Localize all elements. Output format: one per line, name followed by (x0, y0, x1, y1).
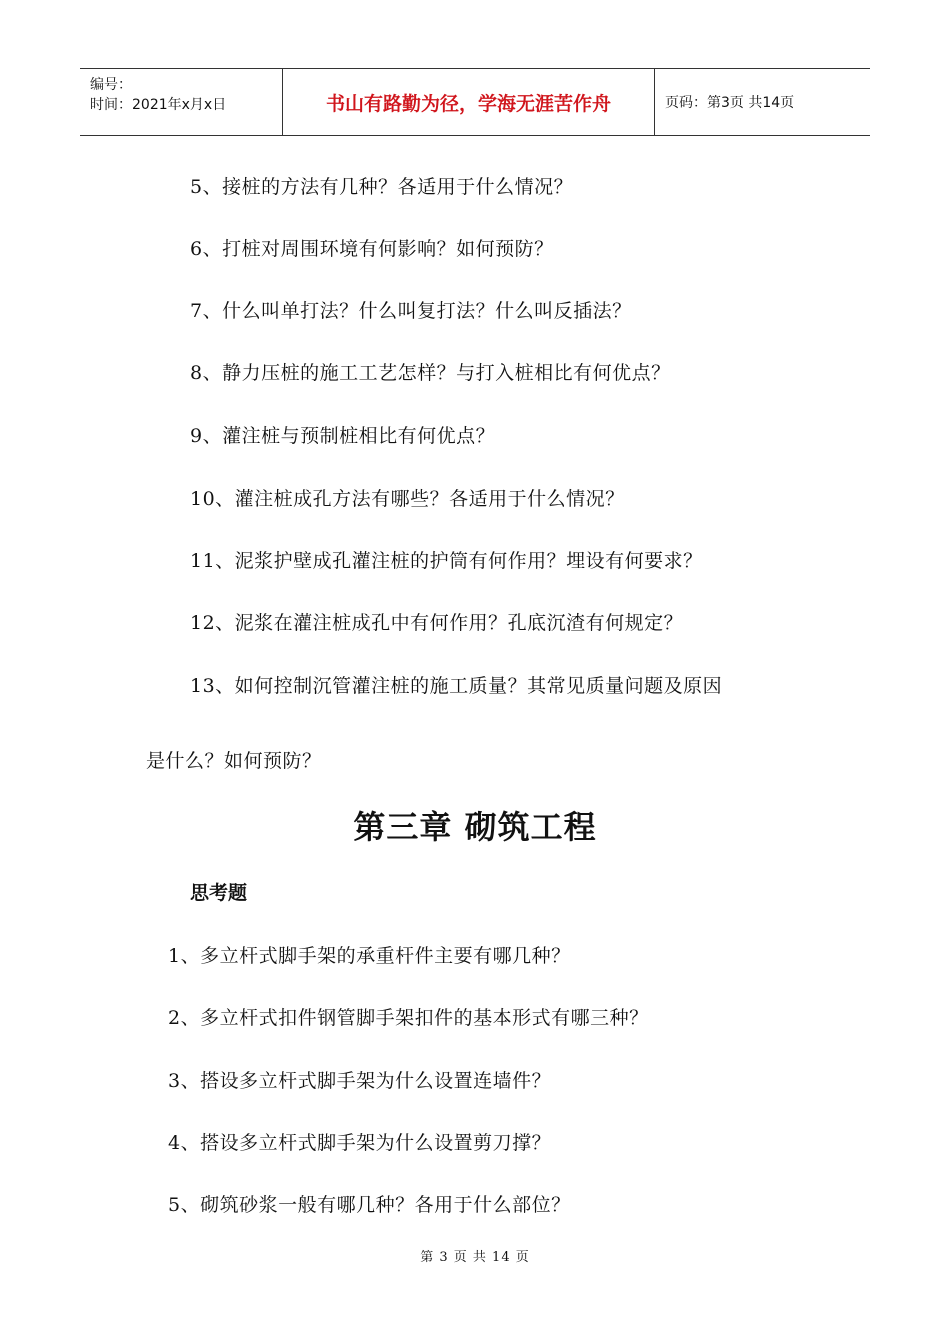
header-page-info: 页码：第3页 共14页 (665, 95, 795, 111)
header-meta (80, 69, 282, 135)
document-date: 时间：2021年x月x日 (90, 97, 227, 113)
question-item: 10、灌注桩成孔方法有哪些？各适用于什么情况？ (190, 488, 625, 510)
question-item: 11、泥浆护壁成孔灌注桩的护筒有何作用？埋设有何要求？ (190, 550, 703, 572)
question-item: 9、灌注桩与预制桩相比有何优点？ (190, 425, 496, 447)
question-item: 1、多立杆式脚手架的承重杆件主要有哪几种？ (168, 945, 571, 967)
page-header (80, 68, 870, 136)
question-item: 3、搭设多立杆式脚手架为什么设置连墙件？ (168, 1070, 552, 1092)
chapter-title: 第三章 砌筑工程 (353, 808, 597, 846)
question-item: 4、搭设多立杆式脚手架为什么设置剪刀撑？ (168, 1132, 552, 1154)
section-title: 思考题 (190, 882, 248, 904)
question-continuation: 是什么？如何预防？ (146, 750, 322, 772)
question-item: 5、砌筑砂浆一般有哪几种？各用于什么部位？ (168, 1194, 571, 1216)
question-item: 2、多立杆式扣件钢管脚手架扣件的基本形式有哪三种？ (168, 1007, 649, 1029)
question-item: 6、打桩对周围环境有何影响？如何预防？ (190, 238, 554, 260)
question-item: 5、接桩的方法有几种？各适用于什么情况？ (190, 176, 574, 198)
question-item: 8、静力压桩的施工工艺怎样？与打入桩相比有何优点？ (190, 362, 671, 384)
page-footer: 第 3 页 共 14 页 (420, 1250, 530, 1265)
question-item: 13、如何控制沉管灌注桩的施工质量？其常见质量问题及原因 (190, 675, 723, 697)
header-motto: 书山有路勤为径，学海无涯苦作舟 (282, 69, 655, 135)
question-item: 12、泥浆在灌注桩成孔中有何作用？孔底沉渣有何规定？ (190, 612, 684, 634)
question-item: 7、什么叫单打法？什么叫复打法？什么叫反插法？ (190, 300, 632, 322)
document-number: 编号： (90, 77, 132, 93)
